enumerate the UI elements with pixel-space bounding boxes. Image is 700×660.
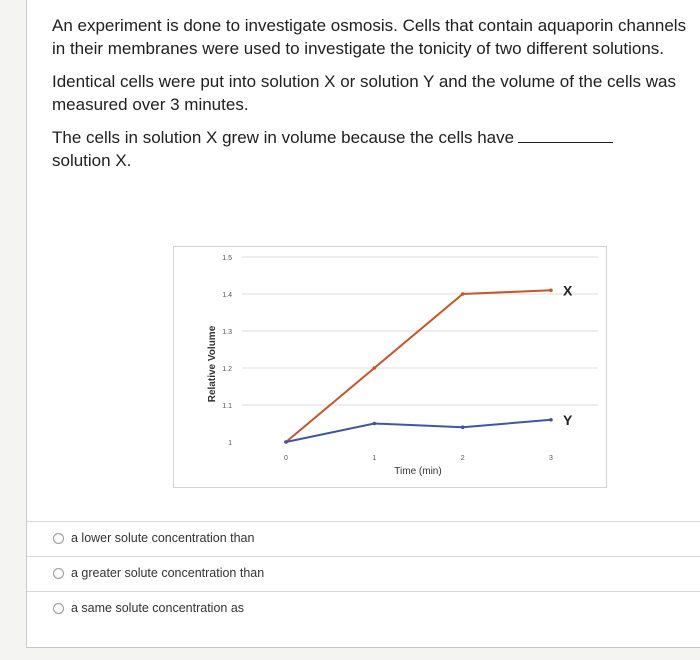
radio-button[interactable] <box>53 603 64 614</box>
question-paragraph-1: An experiment is done to investigate osmosis. Cells that contain aquaporin channels in their membranes were used to investigate the tonicity of two different solutions. <box>52 16 687 58</box>
y-tick-label: 1.3 <box>222 329 232 336</box>
question-paragraph-3 <box>52 126 700 172</box>
x-tick-label: 3 <box>549 455 553 462</box>
volume-chart <box>173 246 607 488</box>
answer-blank <box>518 128 613 143</box>
y-tick-label: 1 <box>228 440 232 447</box>
question-text <box>52 14 700 182</box>
y-tick-label: 1.2 <box>222 366 232 373</box>
data-point-x <box>373 366 377 370</box>
series-label-x: X <box>563 282 573 299</box>
series-line-x <box>286 290 551 442</box>
y-tick-label: 1.4 <box>222 292 232 299</box>
separator <box>27 591 700 592</box>
question-paragraph-2: Identical cells were put into solution X or solution Y and the volume of the cells was measured over 3 minutes. <box>52 72 677 114</box>
question-paragraph-3-end: solution X. <box>52 151 132 170</box>
x-axis-title: Time (min) <box>394 466 442 477</box>
data-point-y <box>461 425 465 429</box>
data-point-x <box>461 292 465 296</box>
series-label-y: Y <box>563 411 573 428</box>
option-label: a same solute concentration as <box>71 601 245 615</box>
x-tick-label: 1 <box>372 455 377 462</box>
option-same[interactable] <box>53 598 244 618</box>
x-tick-label: 2 <box>460 455 465 462</box>
separator <box>27 556 700 557</box>
radio-button[interactable] <box>53 568 64 579</box>
data-point-y <box>549 418 553 422</box>
series-line-y <box>286 420 551 442</box>
data-point-y <box>373 422 377 426</box>
data-point-y <box>284 440 288 444</box>
chart-svg <box>174 247 608 489</box>
separator-top <box>27 521 700 522</box>
option-greater[interactable] <box>53 563 264 583</box>
x-tick-label: 0 <box>284 455 288 462</box>
y-tick-label: 1.1 <box>222 403 232 410</box>
option-lower[interactable] <box>53 528 254 548</box>
y-axis-title: Relative Volume <box>207 325 218 403</box>
radio-button[interactable] <box>53 533 64 544</box>
question-paragraph-3-start: The cells in solution X grew in volume because the cells have <box>52 128 515 147</box>
question-card <box>26 0 700 648</box>
data-point-x <box>549 289 553 293</box>
option-label: a greater solute concentration than <box>71 566 265 580</box>
y-tick-label: 1.5 <box>222 255 232 262</box>
option-label: a lower solute concentration than <box>71 531 255 545</box>
